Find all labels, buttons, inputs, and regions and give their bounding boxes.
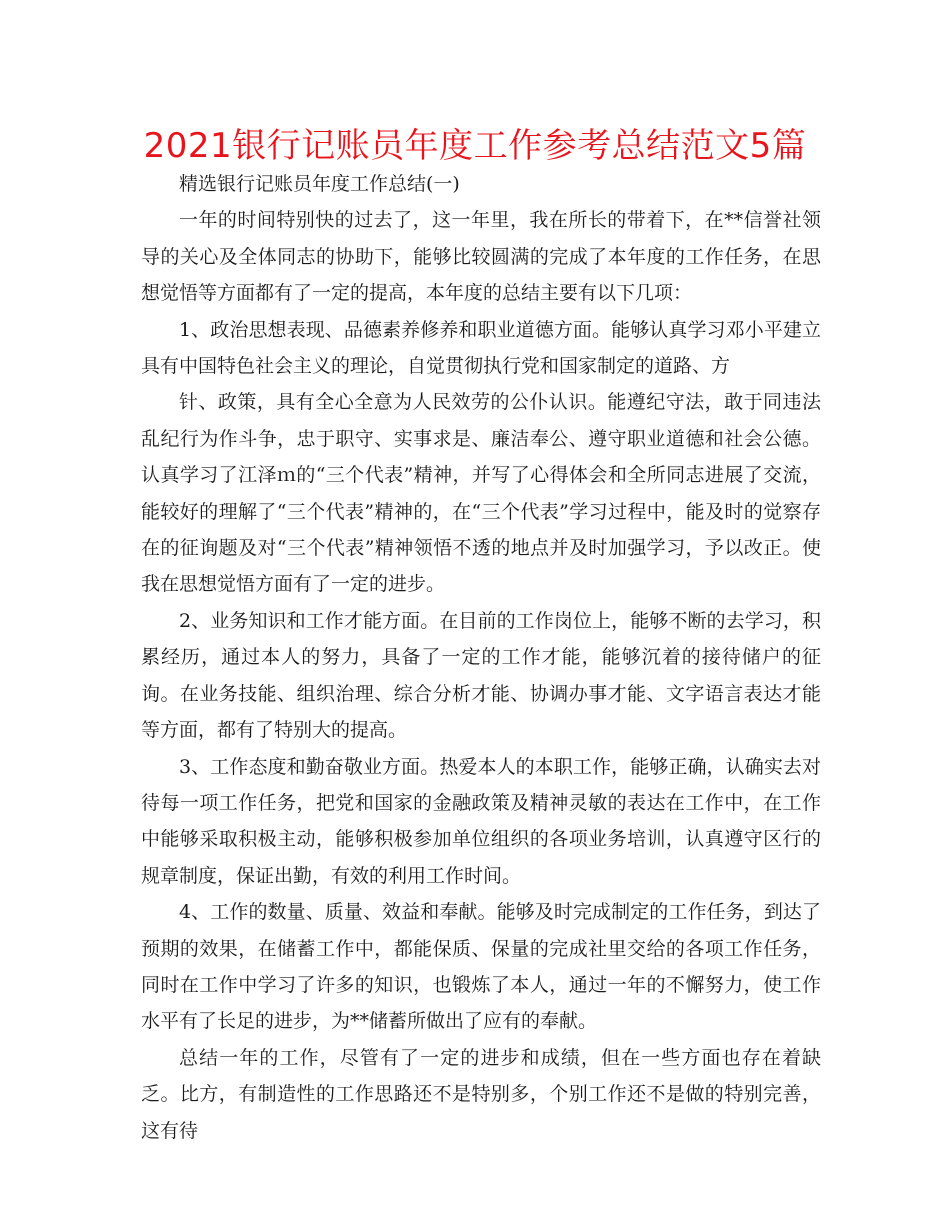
document-body (141, 166, 821, 1149)
paragraph: 总结一年的工作，尽管有了一定的进步和成绩，但在一些方面也存在着缺乏。比方，有制造性的工作思路还不是特别多，个别工作还不是做的特别完善，这有待 (141, 1046, 821, 1142)
section-subtitle: 精选银行记账员年度工作总结(一) (179, 173, 460, 195)
paragraph: 4、工作的数量、质量、效益和奉献。能够及时完成制定的工作任务，到达了预期的效果，在储蓄工作中，都能保质、保量的完成社里交给的各项工作任务，同时在工作中学习了许多的知识，也锻炼了本人，通过一年的不懈努力，使工作水平有了长足的进步，为**储蓄所做出了应有的奉献。 (141, 901, 821, 1033)
paragraph: 针、政策，具有全心全意为人民效劳的公仆认识。能遵纪守法，敢于同违法乱纪行为作斗争，忠于职守、实事求是、廉洁奉公、遵守职业道德和社会公德。认真学习了江泽ｍ的“三个代表”精神，并写了心得体会和全所同志进展了交流，能较好的理解了“三个代表”精神的，在“三个代表”学习过程中，能及时的觉察存在的征询题及对“三个代表”精神领悟不透的地点并及时加强学习，予以改正。使我在思想觉悟方面有了一定的进步。 (141, 391, 821, 596)
paragraph: 1、政治思想表现、品德素养修养和职业道德方面。能够认真学习邓小平建立具有中国特色社会主义的理论，自觉贯彻执行党和国家制定的道路、方 (141, 318, 821, 378)
paragraph: 3、工作态度和勤奋敬业方面。热爱本人的本职工作，能够正确，认确实去对待每一项工作任务，把党和国家的金融政策及精神灵敏的表达在工作中，在工作中能够采取积极主动，能够积极参加单位组织的各项业务培训，认真遵守区行的规章制度，保证出勤，有效的利用工作时间。 (141, 755, 821, 887)
document-title: 2021银行记账员年度工作参考总结范文5篇 (143, 126, 807, 166)
paragraph: 2、业务知识和工作才能方面。在目前的工作岗位上，能够不断的去学习，积累经历，通过本人的努力，具备了一定的工作才能，能够沉着的接待储户的征询。在业务技能、组织治理、综合分析才能、协调办事才能、文字语言表达才能等方面，都有了特别大的提高。 (141, 609, 821, 742)
paragraph: 一年的时间特别快的过去了，这一年里，我在所长的带着下，在**信誉社领导的关心及全体同志的协助下，能够比较圆满的完成了本年度的工作任务，在思想觉悟等方面都有了一定的提高，本年度的总结主要有以下几项： (141, 209, 821, 305)
